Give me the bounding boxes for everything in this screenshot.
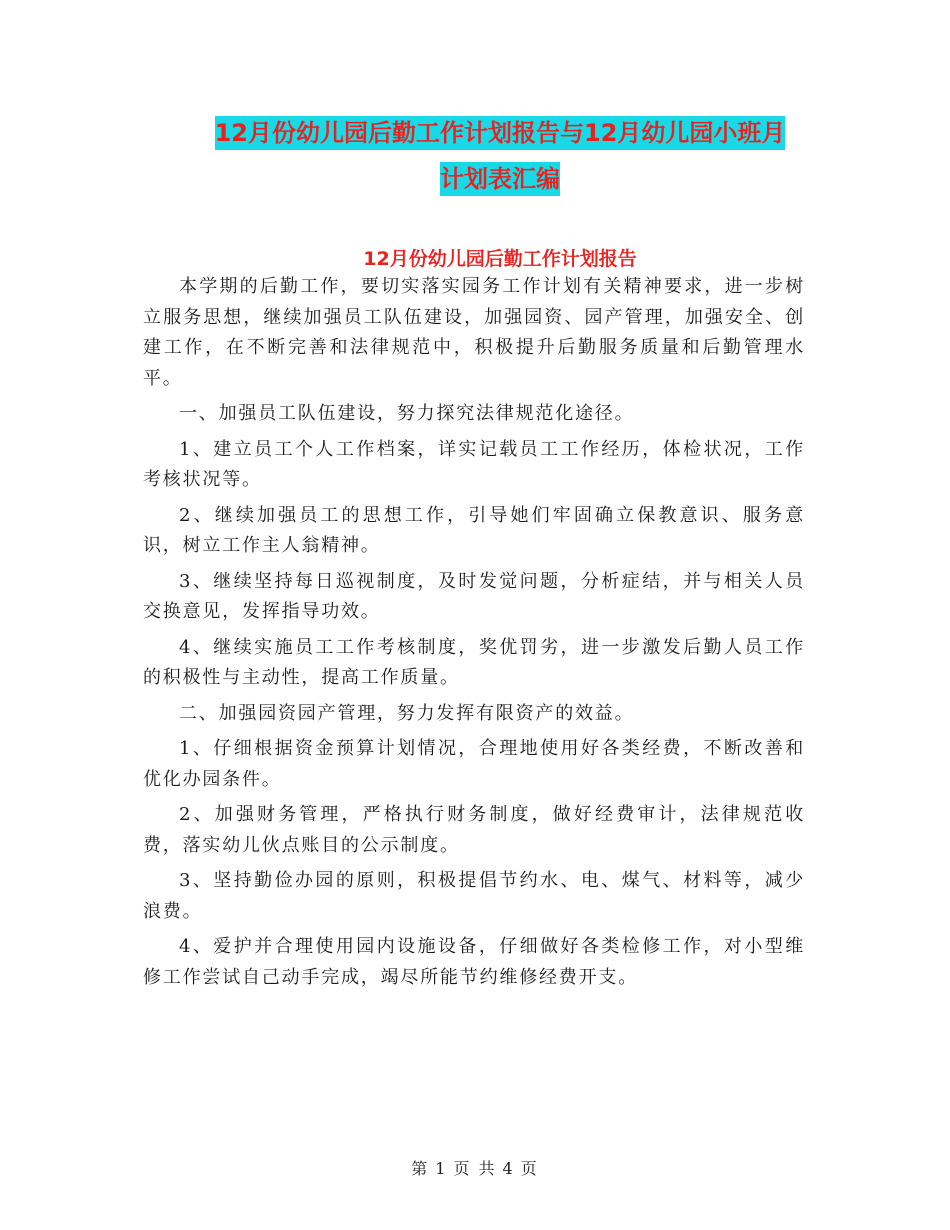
paragraph-item: 3、继续坚持每日巡视制度，及时发觉问题，分析症结，并与相关人员交换意见，发挥指导功效。: [143, 570, 805, 622]
paragraph-item: 1、建立员工个人工作档案，详实记载员工工作经历，体检状况，工作考核状况等。: [143, 438, 805, 490]
paragraph-item: 4、爱护并合理使用园内设施设备，仔细做好各类检修工作，对小型维修工作尝试自己动手完成，竭尽所能节约维修经费开支。: [143, 936, 805, 988]
paragraph-item: 4、继续实施员工工作考核制度，奖优罚劣，进一步激发后勤人员工作的积极性与主动性，提高工作质量。: [143, 636, 805, 688]
section-title: 12月份幼儿园后勤工作计划报告: [363, 248, 637, 270]
page-footer: [0, 1156, 950, 1179]
paragraph-heading-1: 一、加强员工队伍建设，努力探究法律规范化途径。: [179, 403, 635, 424]
footer-page-suffix: 页: [520, 1159, 539, 1178]
footer-page-mid: 页 共: [453, 1159, 497, 1178]
footer-page-number: 1: [435, 1159, 448, 1178]
paragraph-item: 2、继续加强员工的思想工作，引导她们牢固确立保教意识、服务意识，树立工作主人翁精神。: [143, 504, 805, 556]
document-title-line-1: 12月份幼儿园后勤工作计划报告与12月幼儿园小班月: [215, 116, 786, 150]
paragraph-item: 2、加强财务管理，严格执行财务制度，做好经费审计，法律规范收费，落实幼儿伙点账目的公示制度。: [143, 804, 805, 856]
paragraph-intro: 本学期的后勤工作，要切实落实园务工作计划有关精神要求，进一步树立服务思想，继续加强员工队伍建设，加强园资、园产管理，加强安全、创建工作，在不断完善和法律规范中，积极提升后勤服务质量和后勤管理水平。: [143, 276, 805, 389]
document-title-line-2: 计划表汇编: [440, 162, 560, 196]
paragraph-heading-2: 二、加强园资园产管理，努力发挥有限资产的效益。: [179, 702, 635, 724]
paragraph-item: 3、坚持勤俭办园的原则，积极提倡节约水、电、煤气、材料等，减少浪费。: [143, 870, 805, 922]
footer-page-prefix: 第: [411, 1159, 430, 1178]
paragraph-item: 1、仔细根据资金预算计划情况，合理地使用好各类经费，不断改善和优化办园条件。: [143, 738, 805, 790]
footer-page-total: 4: [502, 1159, 515, 1178]
document-body: [143, 272, 805, 993]
document-title: [100, 110, 900, 202]
